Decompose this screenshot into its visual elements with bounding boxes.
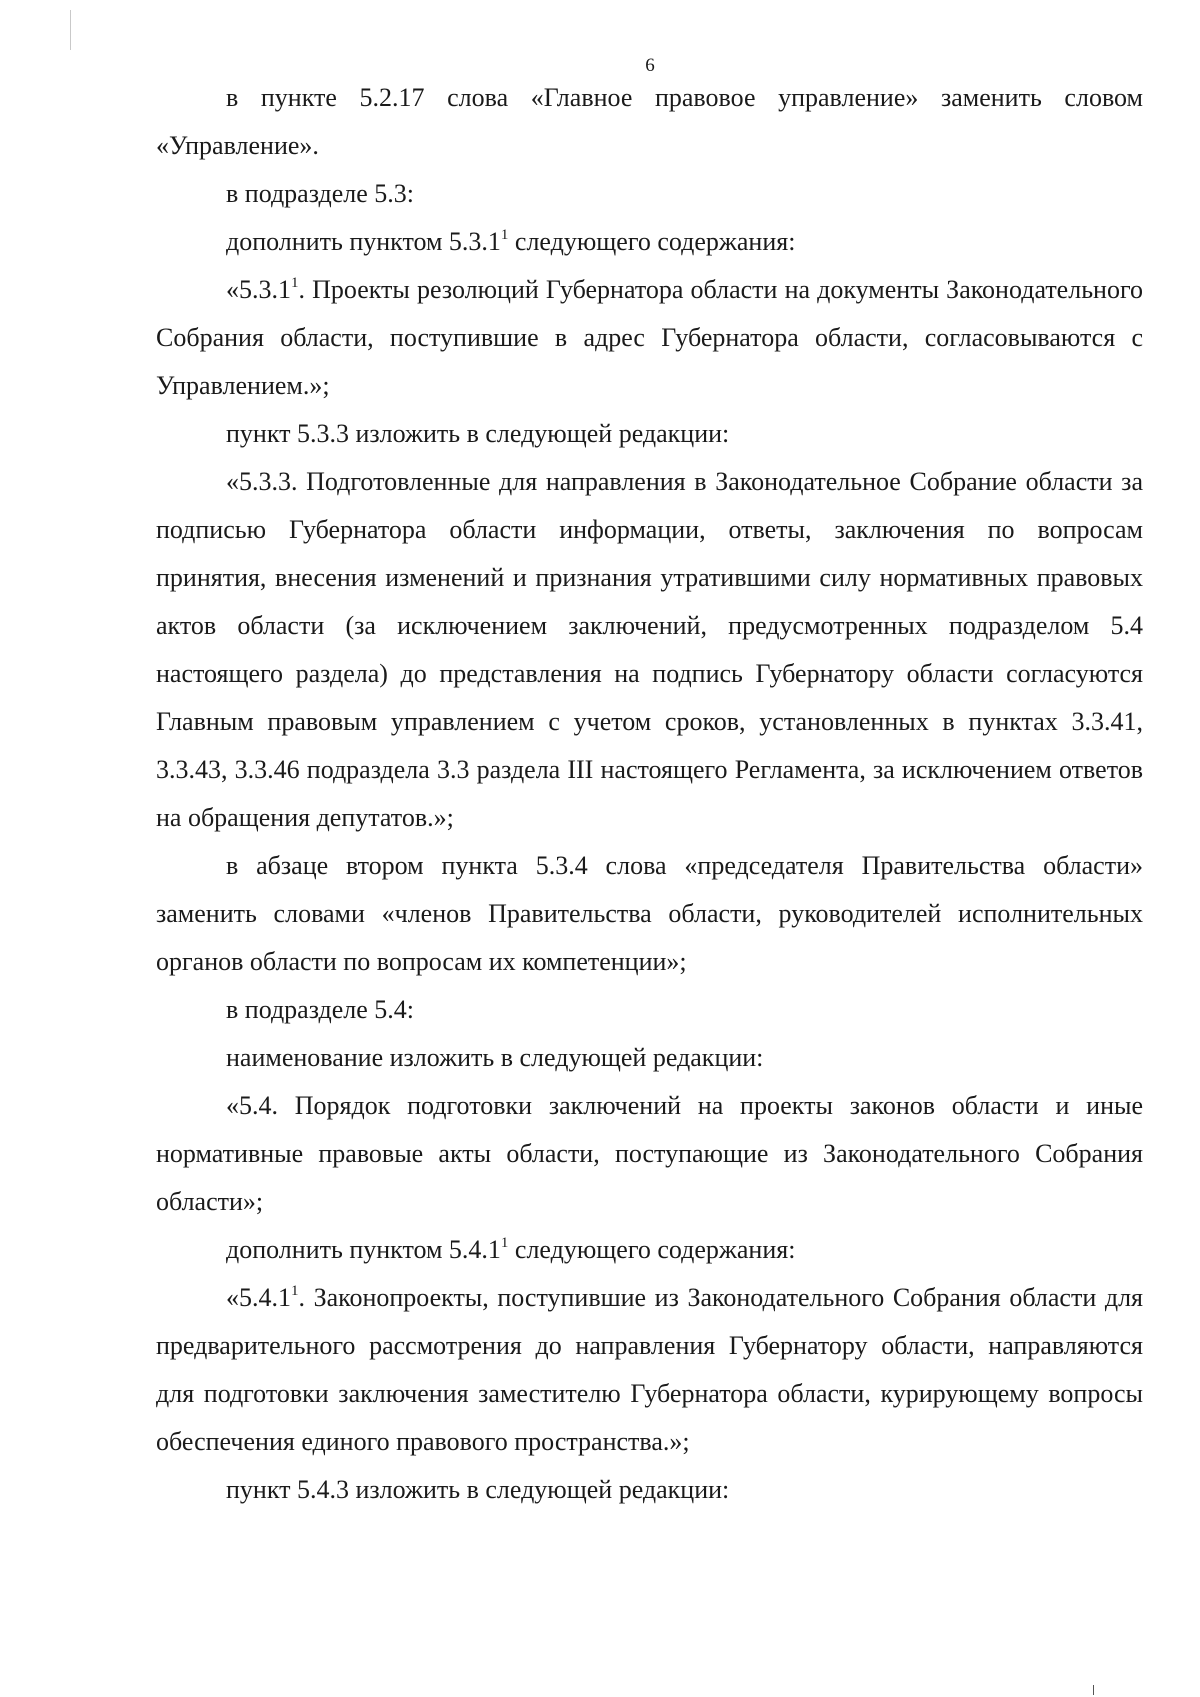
scan-edge-mark	[1093, 1685, 1094, 1695]
paragraph: в абзаце втором пункта 5.3.4 слова «председателя Правительства области» заменить словами «членов Правительства области, руководителей исполнительных органов области по вопросам их компетенции»;	[156, 851, 1143, 976]
superscript-index: 1	[500, 227, 509, 243]
paragraph	[156, 1226, 1143, 1274]
paragraph: «5.4. Порядок подготовки заключений на проекты законов области и иные нормативные правовые акты области, поступающие из Законодательного Собрания области»;	[156, 1091, 1143, 1216]
document-body	[156, 74, 1143, 1514]
paragraph-text: дополнить пунктом 5.4.1	[226, 1235, 501, 1264]
paragraph	[156, 218, 1143, 266]
page-number: 6	[645, 55, 655, 76]
paragraph: «5.3.3. Подготовленные для направления в Законодательное Собрание области за подписью Губернатора области информации, ответы, заключения по вопросам принятия, внесения изменений и признания утратившими силу нормативных правовых актов области (за исключением заключений, предусмотренных подразделом 5.4 настоящего раздела) до представления на подпись Губернатору области согласуются Главным правовым управлением с учетом сроков, установленных в пунктах 3.3.41, 3.3.43, 3.3.46 подраздела 3.3 раздела III настоящего Регламента, за исключением ответов на обращения депутатов.»;	[156, 467, 1143, 832]
paragraph: наименование изложить в следующей редакции:	[226, 1043, 764, 1072]
scan-edge-mark	[70, 10, 71, 50]
superscript-index: 1	[291, 1283, 299, 1299]
paragraph: в подразделе 5.4:	[226, 995, 415, 1024]
superscript-index: 1	[500, 1235, 509, 1251]
paragraph-text: дополнить пунктом 5.3.1	[226, 227, 501, 256]
paragraph: в пункте 5.2.17 слова «Главное правовое управление» заменить словом «Управление».	[156, 83, 1143, 160]
paragraph-text: «5.3.1	[226, 275, 291, 304]
paragraph	[156, 266, 1143, 410]
paragraph: пункт 5.4.3 изложить в следующей редакции:	[226, 1475, 730, 1504]
paragraph	[156, 1274, 1143, 1466]
paragraph: пункт 5.3.3 изложить в следующей редакции:	[226, 419, 730, 448]
paragraph-text: следующего содержания:	[508, 1235, 796, 1264]
paragraph-text: . Законопроекты, поступившие из Законодательного Собрания области для предварительного рассмотрения до направления Губернатору области, направляются для подготовки заключения заместителю Губернатора области, курирующему вопросы обеспечения единого правового пространства.»;	[156, 1283, 1143, 1456]
paragraph-text: . Проекты резолюций Губернатора области на документы Законодательного Собрания области, поступившие в адрес Губернатора области, согласовываются с Управлением.»;	[156, 275, 1143, 400]
paragraph: в подразделе 5.3:	[226, 179, 415, 208]
superscript-index: 1	[291, 275, 299, 291]
paragraph-text: следующего содержания:	[508, 227, 796, 256]
paragraph-text: «5.4.1	[226, 1283, 291, 1312]
